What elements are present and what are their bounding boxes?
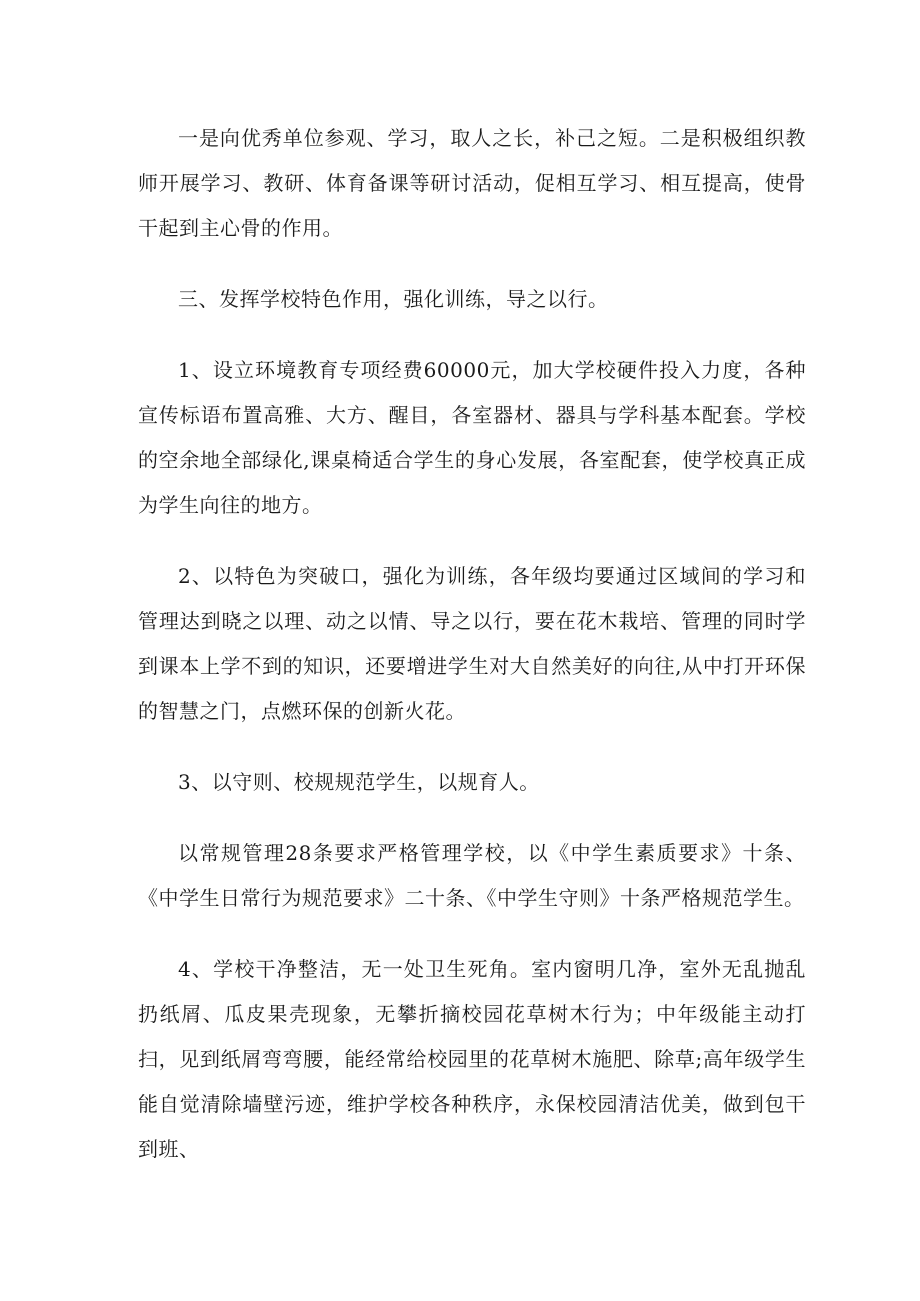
paragraph-item-2: 2、以特色为突破口，强化为训练，各年级均要通过区域间的学习和管理达到晓之以理、动之以情、导之以行，要在花木栽培、管理的同时学到课本上学不到的知识，还要增进学生对大自然美好的向往,从中打开环保的智慧之门，点燃环保的创新火花。	[138, 564, 806, 723]
paragraph-regulations: 以常规管理28条要求严格管理学校，以《中学生素质要求》十条、《中学生日常行为规范要求》二十条、《中学生守则》十条严格规范学生。	[138, 841, 806, 910]
paragraph-1: 一是向优秀单位参观、学习，取人之长，补己之短。二是积极组织教师开展学习、教研、体育备课等研讨活动，促相互学习、相互提高，使骨干起到主心骨的作用。	[138, 126, 806, 240]
heading-section-3: 三、发挥学校特色作用，强化训练，导之以行。	[178, 287, 609, 311]
paragraph-item-3: 3、以守则、校规规范学生，以规育人。	[178, 770, 540, 794]
paragraph-item-4: 4、学校干净整洁，无一处卫生死角。室内窗明几净，室外无乱抛乱扔纸屑、瓜皮果壳现象，无攀折摘校园花草树木行为；中年级能主动打扫，见到纸屑弯弯腰，能经常给校园里的花草树木施肥、除草;高年级学生能自觉清除墙壁污迹，维护学校各种秩序，永保校园清洁优美，做到包干到班、	[138, 957, 806, 1161]
paragraph-item-1: 1、设立环境教育专项经费60000元，加大学校硬件投入力度，各种宣传标语布置高雅、大方、醒目，各室器材、器具与学科基本配套。学校的空余地全部绿化,课桌椅适合学生的身心发展，各室配套，使学校真正成为学生向往的地方。	[138, 358, 806, 517]
document-body	[138, 116, 806, 1172]
